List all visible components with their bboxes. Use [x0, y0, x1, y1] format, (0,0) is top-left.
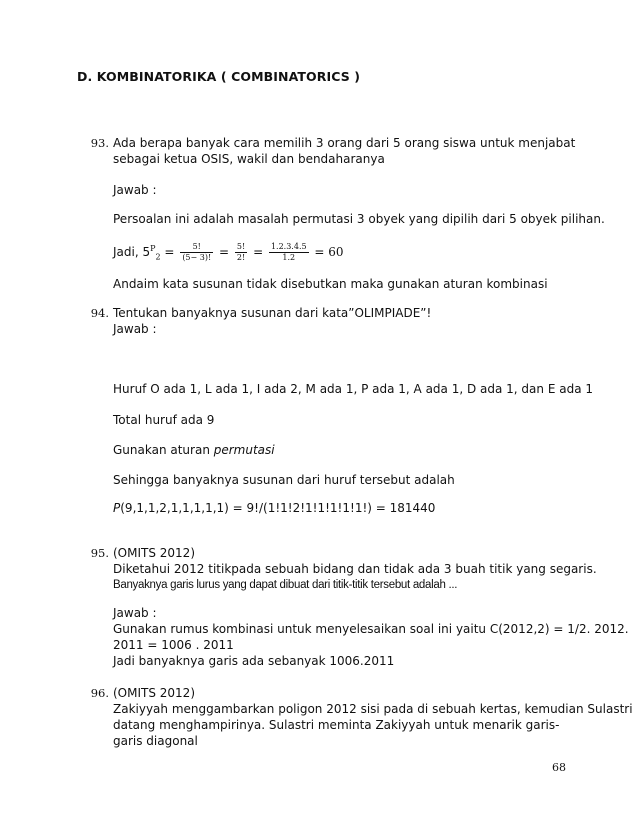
section-heading: D. KOMBINATORIKA ( COMBINATORICS ): [77, 69, 361, 84]
q93-fraction-2: [235, 242, 247, 263]
q95-jawab: Jawab :: [113, 606, 157, 620]
question-number-95: 95.: [90, 546, 109, 560]
q96-line-2: Zakiyyah menggambarkan poligon 2012 sisi pada di sebuah kertas, kemudian Sulastri: [113, 702, 633, 716]
q93-result: = 60: [314, 245, 344, 259]
q93-fraction-3: [269, 242, 309, 263]
q94-huruf: Huruf O ada 1, L ada 1, I ada 2, M ada 1, P ada 1, A ada 1, D ada 1, dan E ada 1: [113, 382, 593, 396]
q95-line-5: Gunakan rumus kombinasi untuk menyelesaikan soal ini yaitu C(2012,2) = 1/2. 2012.: [113, 622, 629, 636]
q93-persoalan: Persoalan ini adalah masalah permutasi 3 obyek yang dipilih dari 5 obyek pilihan.: [113, 212, 605, 226]
q93-equals-3: =: [253, 245, 264, 259]
q93-frac2-num: 5!: [236, 242, 246, 251]
q93-equals-2: =: [219, 245, 230, 259]
q93-jadi-prefix: Jadi, 5: [113, 245, 151, 259]
q94-jawab: Jawab :: [113, 322, 157, 336]
q93-frac1-den: (5− 3)!: [182, 253, 212, 262]
q93-frac2-den: 2!: [236, 253, 246, 262]
q94-formula: [113, 500, 435, 516]
q93-sup: P: [150, 244, 156, 253]
q94-gunakan-italic: permutasi: [213, 443, 275, 457]
q93-formula: [113, 238, 344, 268]
q93-line-2: sebagai ketua OSIS, wakil dan bendaharanya: [113, 152, 385, 166]
q95-line-3: Banyaknya garis lurus yang dapat dibuat dari titik-titik tersebut adalah ...: [113, 579, 458, 591]
q94-formula-italic: P: [113, 501, 121, 515]
question-number-93: 93.: [90, 136, 109, 150]
q93-fraction-1: [180, 242, 213, 263]
q93-frac3-num: 1.2.3.4.5: [270, 242, 307, 251]
q93-sub: 2: [155, 252, 161, 262]
q95-line-2: Diketahui 2012 titikpada sebuah bidang dan tidak ada 3 buah titik yang segaris.: [113, 562, 597, 576]
q95-line-7: Jadi banyaknya garis ada sebanyak 1006.2011: [113, 654, 395, 668]
q93-jawab: Jawab :: [113, 183, 157, 197]
q94-gunakan-text: Gunakan aturan: [113, 443, 214, 457]
q95-line-6: 2011 = 1006 . 2011: [113, 638, 234, 652]
q94-formula-rest: (9,1,1,2,1,1,1,1,1) = 9!/(1!1!2!1!1!1!1!1!) = 181440: [120, 501, 436, 515]
q93-line-1: Ada berapa banyak cara memilih 3 orang dari 5 orang siswa untuk menjabat: [113, 136, 576, 150]
q95-line-1: (OMITS 2012): [113, 546, 196, 560]
q96-line-1: (OMITS 2012): [113, 686, 196, 700]
q94-line-1: Tentukan banyaknya susunan dari kata”OLIMPIADE”!: [113, 306, 432, 320]
q93-frac1-num: 5!: [180, 242, 213, 253]
q93-andaikan: Andaim kata susunan tidak disebutkan maka gunakan aturan kombinasi: [113, 277, 548, 291]
q96-line-4: garis diagonal: [113, 734, 198, 748]
q94-gunakan: [113, 442, 275, 458]
page-number: 68: [552, 761, 566, 774]
q94-total: Total huruf ada 9: [113, 413, 215, 427]
q93-frac3-den: 1.2: [282, 253, 296, 262]
q93-equals-1: =: [164, 245, 175, 259]
q94-sehingga: Sehingga banyaknya susunan dari huruf tersebut adalah: [113, 473, 455, 487]
q96-line-3: datang menghampirinya. Sulastri meminta Zakiyyah untuk menarik garis-: [113, 718, 560, 732]
question-number-94: 94.: [90, 306, 109, 320]
question-number-96: 96.: [90, 686, 109, 700]
